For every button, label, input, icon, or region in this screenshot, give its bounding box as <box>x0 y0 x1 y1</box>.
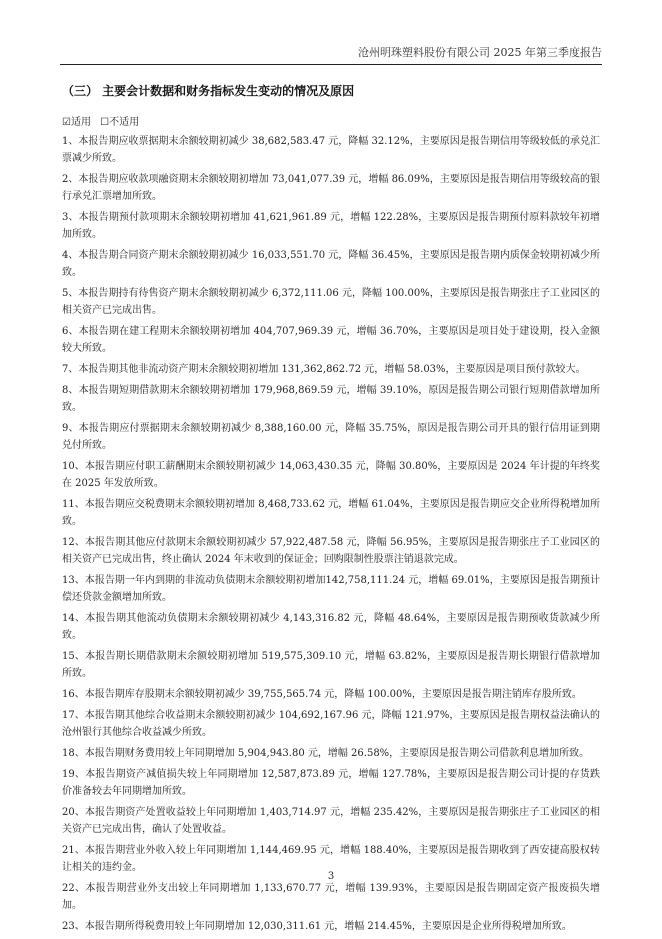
list-item: 21、本报告期营业外收入较上年同期增加 1,144,469.95 元，增幅 188.40%，主要原因是报告期收到了西安捷高股权转让相关的违约金。 <box>62 845 600 873</box>
list-item: 6、本报告期在建工程期末余额较期初增加 404,707,969.39 元，增幅 36.70%，主要原因是项目处于建设期，投入金额较大所致。 <box>62 326 600 354</box>
list-item: 1、本报告期应收票据期末余额较期初减少 38,682,583.47 元，降幅 32.12%，主要原因是报告期信用等级较低的承兑汇票减少所致。 <box>62 136 600 164</box>
page-number: 3 <box>327 871 335 882</box>
list-item: 18、本报告期财务费用较上年同期增加 5,904,943.80 元，增幅 26.58%，主要原因是报告期公司借款利息增加所致。 <box>62 748 590 759</box>
list-item: 4、本报告期合同资产期末余额较期初减少 16,033,551.70 元，降幅 36.45%，主要原因是报告期内质保金较期初减少所致。 <box>62 250 600 278</box>
applicable-options <box>62 113 145 128</box>
list-item: 12、本报告期其他应付款期末余额较期初减少 57,922,487.58 元，降幅 56.95%，主要原因是报告期张庄子工业园区的相关资产已完成出售，终止确认 2024 年末收到的保证金；回购限制性股票注销退款完成。 <box>62 537 600 565</box>
list-item: 16、本报告期库存股期末余额较期初减少 39,755,565.74 元，降幅 100.00%，主要原因是报告期注销库存股所致。 <box>62 689 582 700</box>
list-item: 2、本报告期应收款项融资期末余额较期初增加 73,041,077.39 元，增幅 86.09%，主要原因是报告期信用等级较高的银行承兑汇票增加所致。 <box>62 174 600 202</box>
list-item: 22、本报告期营业外支出较上年同期增加 1,133,670.77 元，增幅 139.93%，主要原因是报告期固定资产报废损失增加。 <box>62 883 600 911</box>
list-item: 20、本报告期资产处置收益较上年同期增加 1,403,714.97 元，增幅 235.42%，主要原因是报告期张庄子工业园区的相关资产已完成出售，确认了处置收益。 <box>62 807 600 835</box>
list-item: 15、本报告期长期借款期末余额较期初增加 519,575,309.10 元，增幅 63.82%，主要原因是报告期长期银行借款增加所致。 <box>62 651 600 679</box>
list-item: 19、本报告期资产减值损失较上年同期增加 12,587,873.89 元，增幅 127.78%，主要原因是报告期公司计提的存货跌价准备较去年同期增加所致。 <box>62 769 600 797</box>
list-item: 14、本报告期其他流动负债期末余额较期初减少 4,143,316.82 元，降幅 48.64%，主要原因是报告期预收货款减少所致。 <box>62 613 600 641</box>
list-item: 9、本报告期应付票据期末余额较期初减少 8,388,160.00 元，降幅 35.75%，原因是报告期公司开具的银行信用证到期兑付所致。 <box>62 423 600 451</box>
list-item: 10、本报告期应付职工薪酬期末余额较期初减少 14,063,430.35 元，降幅 30.80%，主要原因是 2024 年计提的年终奖在 2025 年发放所致。 <box>62 461 600 489</box>
list-item: 23、本报告期所得税费用较上年同期增加 12,030,311.61 元，增幅 214.45%，主要原因是企业所得税增加所致。 <box>62 921 572 932</box>
list-item: 7、本报告期其他非流动资产期末余额较期初增加 131,362,862.72 元，增幅 58.03%，主要原因是项目预付款较大。 <box>62 364 586 375</box>
list-item: 13、本报告期一年内到期的非流动负债期末余额较期初增加142,758,111.24 元，增幅 69.01%，主要原因是报告期预计偿还贷款金额增加所致。 <box>62 575 600 603</box>
section-title: （三） 主要会计数据和财务指标发生变动的情况及原因 <box>62 84 355 98</box>
list-item: 3、本报告期预付款项期末余额较期初增加 41,621,961.89 元，增幅 122.28%，主要原因是报告期预付原料款较年初增加所致。 <box>62 212 600 240</box>
list-item: 8、本报告期短期借款期末余额较期初增加 179,968,869.59 元，增幅 39.10%，原因是报告期公司银行短期借款增加所致。 <box>62 385 600 413</box>
change-explanations-list <box>62 133 600 939</box>
list-item: 5、本报告期持有待售资产期末余额较期初减少 6,372,111.06 元，降幅 100.00%，主要原因是报告期张庄子工业园区的相关资产已完成出售。 <box>62 288 600 316</box>
list-item: 17、本报告期其他综合收益期末余额较期初减少 104,692,167.96 元，降幅 121.97%，主要原因是报告期权益法确认的沧州银行其他综合收益减少所致。 <box>62 710 600 738</box>
applicable-checked-option: ☑适用 <box>62 117 91 128</box>
list-item: 11、本报告期应交税费期末余额较期初增加 8,468,733.62 元，增幅 61.04%，主要原因是报告期应交企业所得税增加所致。 <box>62 499 600 527</box>
not-applicable-option: ☐不适用 <box>100 117 140 128</box>
report-header: 沧州明珠塑料股份有限公司 2025 年第三季度报告 <box>60 44 602 65</box>
